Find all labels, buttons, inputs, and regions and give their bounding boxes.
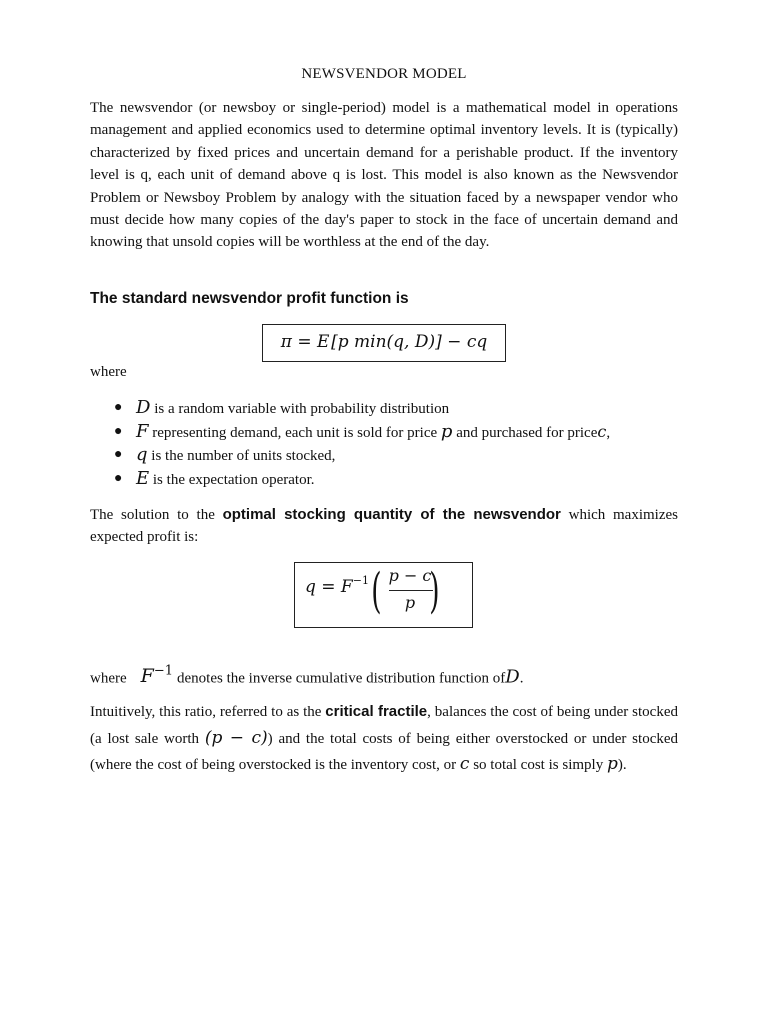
fraction-denominator: p [404, 593, 416, 612]
bullet-icon: ● [114, 447, 123, 462]
bullet-icon: ● [114, 423, 123, 439]
intuition-symbol-p: p [606, 754, 618, 774]
bullet-icon: ● [114, 400, 123, 415]
optimal-equation-lhs [305, 574, 369, 597]
list-item [90, 420, 678, 444]
intuition-part1: Intuitively, this ratio, referred to as the [90, 704, 326, 720]
solution-paragraph [90, 504, 678, 549]
critical-fractile: critical fractile [325, 703, 428, 720]
symbol-e: E [136, 467, 150, 489]
definition-text-2: and purchased for price [452, 424, 598, 441]
document-title: NEWSVENDOR MODEL [301, 66, 467, 82]
intuition-part4: so total cost is simply [469, 757, 607, 773]
optimal-quantity-equation [294, 562, 473, 628]
intuition-part3: ) and the total costs of being either overstocked or under stocked (where the cost of being overstocked is the inventory cost, or [90, 730, 679, 773]
solution-after: which maximizes expected profit is: [90, 507, 678, 546]
solution-bold: optimal stocking quantity of the newsvendor [222, 506, 561, 523]
left-paren: ( [371, 563, 382, 619]
optimal-equation-lhs-text: q = F [305, 577, 353, 597]
intuition-part5: ). [617, 757, 627, 773]
list-item [90, 443, 678, 467]
symbol-p: p [440, 420, 453, 442]
intro-paragraph: The newsvendor (or newsboy or single-period) model is a mathematical model in operations management and applied economics used to determine optimal inventory levels. It is (typically) characterized by fixed prices and uncertain demand for a perishable product. If the inventory level is q, each unit of demand above q is lost. This model is also known as the Newsvendor Problem or Newsboy Problem by analogy with the situation faced by a newspaper vendor who must decide how many copies of the day's paper to stock in the face of uncertain demand and knowing that unsold copies will be worthless at the end of the day. [90, 100, 678, 251]
optimal-equation-superscript: −1 [352, 574, 369, 587]
symbol-f: F [136, 420, 149, 442]
inverse-where: where [90, 670, 127, 687]
inverse-superscript: −1 [153, 664, 174, 679]
definition-text: is a random variable with probability distribution [150, 401, 450, 417]
symbol-q: q [136, 444, 148, 465]
inverse-note [90, 664, 523, 687]
definition-text-3: , [606, 424, 611, 441]
symbol-d: D [136, 397, 151, 418]
list-item [90, 396, 678, 420]
inverse-symbol-f: F [140, 665, 154, 688]
fraction-numerator: p − c [388, 566, 432, 585]
where-label: where [90, 364, 127, 380]
profit-equation [262, 324, 506, 362]
intuition-expr: (p − c) [204, 727, 268, 748]
fraction-bar [389, 590, 433, 591]
inverse-symbol [141, 665, 173, 687]
symbol-c: c [597, 421, 607, 441]
profit-equation-lhs: π = E [280, 332, 330, 352]
definition-list [90, 396, 678, 490]
profit-equation-rhs: − cq [441, 332, 488, 352]
intuition-paragraph [90, 699, 678, 779]
solution-before: The solution to the [90, 507, 223, 523]
bullet-icon: ● [114, 470, 123, 486]
definition-text: representing demand, each unit is sold for price [148, 424, 441, 441]
list-item [90, 467, 678, 491]
inverse-end-symbol: D [505, 666, 520, 688]
intuition-part2: , balances the cost of being under stocked (a lost sale worth [90, 704, 678, 747]
right-paren: ) [429, 563, 440, 619]
definition-text: is the expectation operator. [149, 471, 315, 488]
profit-function-heading: The standard newsvendor profit function is [90, 290, 409, 307]
definition-text: is the number of units stocked, [147, 448, 336, 464]
inverse-period: . [519, 670, 524, 687]
inverse-text: denotes the inverse cumulative distribution function of [177, 670, 506, 687]
intuition-symbol-c: c [459, 754, 470, 774]
profit-equation-bracket: [p min(q, D)] [331, 332, 442, 352]
